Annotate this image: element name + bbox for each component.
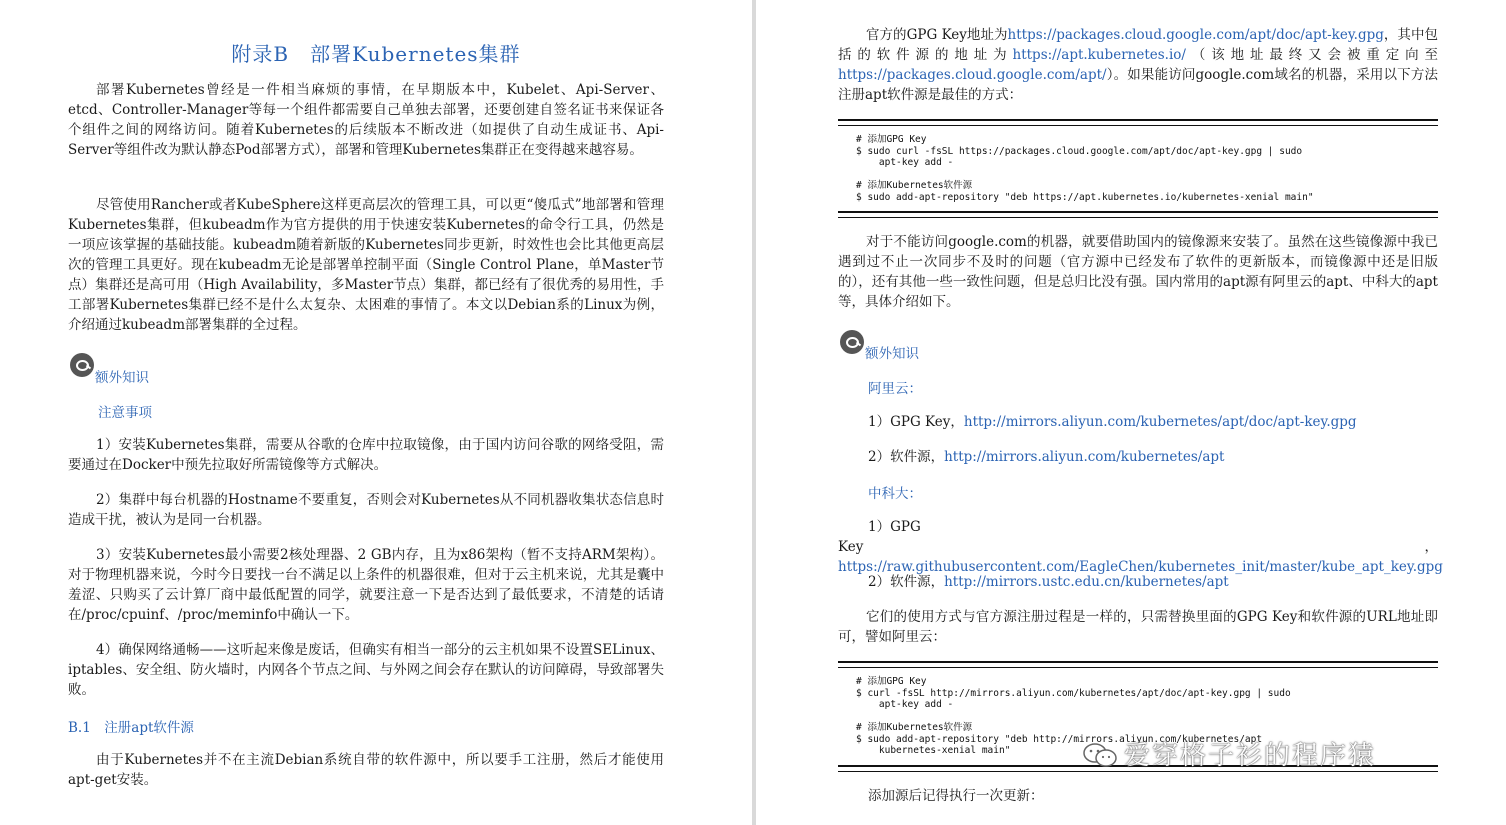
code-line: $ sudo add-apt-repository "deb http://mirrors.aliyun.com/kubernetes/apt — [856, 733, 1263, 745]
code-line — [856, 711, 1438, 723]
note-4: 4）确保网络通畅——这听起来像是废话，但确实有相当一部分的云主机如果不设置SELinux、iptables、安全组、防火墙时，内网各个节点之间、与外网之间会存在默认的访问障碍，导致部署失败。 — [68, 642, 664, 698]
gpg-key-link[interactable]: https://packages.cloud.google.com/apt/doc/apt-key.gpg — [1007, 27, 1384, 43]
code-line: kubernetes-xenial main" — [856, 745, 1011, 756]
ustc-gpg-link[interactable]: https://raw.githubusercontent.com/EagleChen/kubernetes_init/master/kube_apt_key.gpg — [838, 559, 1443, 575]
gpg-key-paragraph — [838, 25, 1438, 105]
aliyun-gpg-line — [868, 412, 1428, 432]
code-line: # 添加Kubernetes软件源 — [856, 180, 973, 191]
code-line — [856, 169, 1438, 181]
ustc-gpg-line-2 — [838, 537, 1443, 577]
extra-knowledge-label: 额外知识 — [95, 370, 149, 386]
mirror-paragraph: 对于不能访问google.com的机器，就要借助国内的镜像源来安装了。虽然在这些镜像源中我已遇到过不止一次同步不及时的问题（官方源中已经发布了软件的更新版本，而镜像源中还是旧版的），还有其他一些一致性问题，但是总归比没有强。国内常用的apt源有阿里云的apt、中科大的apt等，具体介绍如下。 — [838, 234, 1438, 310]
wechat-icon — [1082, 742, 1118, 768]
ustc-gpg-line-1: 1）GPG — [868, 519, 921, 535]
code-top-rule — [838, 661, 1438, 668]
extra-knowledge-label: 额外知识 — [865, 346, 919, 362]
magnifier-icon — [840, 330, 864, 354]
usage-paragraph: 它们的使用方式与官方源注册过程是一样的，只需替换里面的GPG Key和软件源的URL地址即可，譬如阿里云： — [838, 609, 1438, 645]
note-3: 3）安装Kubernetes最小需要2核处理器、2 GB内存，且为x86架构（暂不支持ARM架构）。对于物理机器来说，今时今日要找一台不满足以上条件的机器很难，但对于云主机来说，尤其是囊中羞涩、只购买了云计算厂商中最低配置的同学，就要注意一下是否达到了最低要求，不清楚的话请在/proc/cpuinf、/proc/meminfo中确认一下。 — [68, 547, 664, 623]
text-segment: 2）软件源， — [868, 574, 945, 590]
text-segment: 1）GPG Key， — [868, 414, 964, 430]
code-line: apt-key add - — [856, 699, 954, 710]
text-segment: ，其中包括的软件源的地址为 — [838, 27, 1438, 63]
intro-paragraph-1: 部署Kubernetes曾经是一件相当麻烦的事情，在早期版本中，Kubelet、Api-Server、etcd、Controller-Manager等每一个组件都需要自己单独去部署，还要创建自签名证书来保证各个组件之间的网络访问。随着Kubernetes的后续版本不断改进（如提供了自动生成证书、Api-Server等组件改为默认静态Pod部署方式），部署和管理Kubernetes集群正在变得越来越容易。 — [68, 82, 664, 158]
aliyun-repo-line — [868, 447, 1428, 467]
aliyun-heading: 阿里云： — [868, 381, 922, 397]
ustc-heading: 中科大： — [868, 486, 922, 502]
code-line: apt-key add - — [856, 157, 954, 168]
page-title: 附录B 部署Kubernetes集群 — [231, 42, 521, 66]
aliyun-repo-link[interactable]: http://mirrors.aliyun.com/kubernetes/apt — [944, 449, 1225, 465]
magnifier-icon — [70, 353, 94, 377]
update-paragraph: 添加源后记得执行一次更新： — [868, 788, 1044, 804]
ustc-repo-line — [868, 572, 1428, 592]
text-segment: 2）软件源， — [868, 449, 945, 465]
code-line: $ sudo add-apt-repository "deb https://apt.kubernetes.io/kubernetes-xenial main" — [856, 191, 1314, 203]
code-line: $ curl -fsSL http://mirrors.aliyun.com/kubernetes/apt/doc/apt-key.gpg | sudo — [856, 687, 1291, 699]
apt-repo-link[interactable]: https://apt.kubernetes.io/ — [1012, 47, 1186, 63]
code-bottom-rule — [838, 211, 1438, 218]
text-segment: ）。如果能访问google.com域名的机器，采用以下方法注册apt软件源是最佳的方式： — [838, 67, 1438, 103]
notes-heading: 注意事项 — [98, 405, 152, 421]
code-content — [838, 126, 1438, 211]
ustc-repo-link[interactable]: http://mirrors.ustc.edu.cn/kubernetes/apt — [944, 574, 1229, 590]
code-line: # 添加GPG Key — [856, 134, 927, 145]
note-2: 2）集群中每台机器的Hostname不要重复，否则会对Kubernetes从不同机器收集状态信息时造成干扰，被认为是同一台机器。 — [68, 492, 664, 528]
code-line: # 添加Kubernetes软件源 — [856, 722, 973, 733]
code-line: $ sudo curl -fsSL https://packages.cloud.google.com/apt/doc/apt-key.gpg | sudo — [856, 145, 1303, 157]
aliyun-gpg-link[interactable]: http://mirrors.aliyun.com/kubernetes/apt/doc/apt-key.gpg — [963, 414, 1357, 430]
section-paragraph: 由于Kubernetes并不在主流Debian系统自带的软件源中，所以要手工注册，然后才能使用apt-get安装。 — [68, 752, 664, 788]
code-block-official — [838, 119, 1438, 218]
code-top-rule — [838, 119, 1438, 126]
note-1: 1）安装Kubernetes集群，需要从谷歌的仓库中拉取镜像，由于国内访问谷歌的网络受阻，需要通过在Docker中预先拉取好所需镜像等方式解决。 — [68, 437, 664, 473]
text-segment: 官方的GPG Key地址为 — [866, 27, 1008, 43]
redirect-link[interactable]: https://packages.cloud.google.com/apt/ — [838, 67, 1107, 83]
watermark-text: 爱穿格子衫的程序猿 — [1124, 741, 1377, 771]
left-page — [0, 0, 752, 825]
code-line: # 添加GPG Key — [856, 676, 927, 687]
intro-paragraph-2: 尽管使用Rancher或者KubeSphere这样更高层次的管理工具，可以更“傻瓜式”地部署和管理Kubernetes集群，但kubeadm作为官方提供的用于快速安装Kubernetes的命令行工具，仍然是一项应该掌握的基础技能。kubeadm随着新版的Kubernetes同步更新，时效性也会比其他更高层次的管理工具更好。现在kubeadm无论是部署单控制平面（Single Control Plane，单Master节点）集群还是高可用（High Availability，多Master节点）集群，都已经有了很优秀的易用性，手工部署Kubernetes集群已经不是什么太复杂、太困难的事情了。本文以Debian系的Linux为例，介绍通过kubeadm部署集群的全过程。 — [68, 197, 664, 333]
text-segment: Key， — [838, 539, 1438, 555]
text-segment: （该地址最终又会被重定向至 — [1185, 47, 1439, 63]
section-heading: B.1 注册apt软件源 — [68, 720, 194, 736]
